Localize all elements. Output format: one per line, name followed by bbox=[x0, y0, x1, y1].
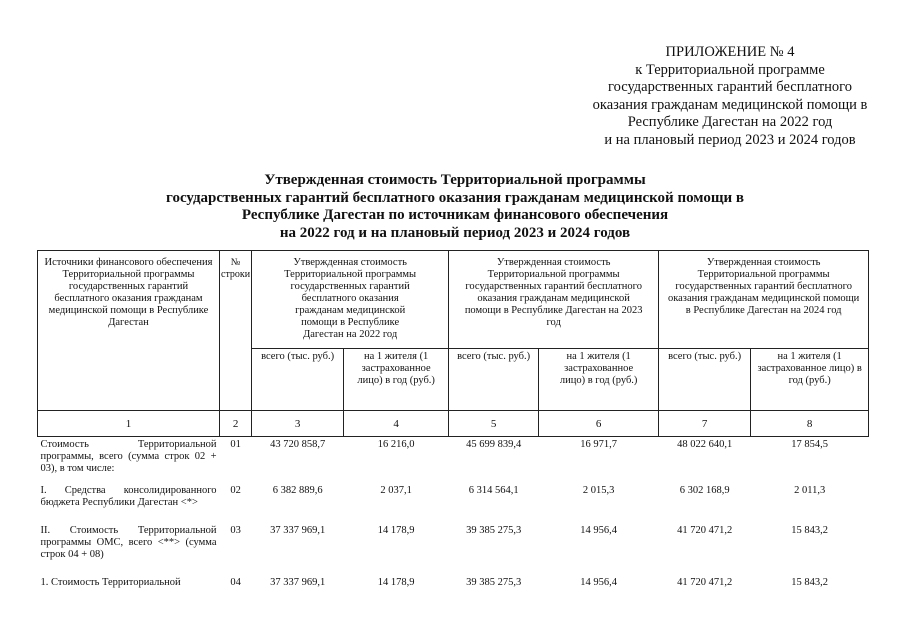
row-code: 01 bbox=[230, 439, 241, 450]
funding-table bbox=[37, 250, 869, 605]
title-line: государственных гарантий бесплатного оказания гражданам медицинской помощи в bbox=[166, 189, 744, 206]
column-number: 7 bbox=[659, 411, 751, 437]
per-capita-2024: 15 843,2 bbox=[791, 576, 829, 588]
document-title bbox=[140, 172, 770, 242]
per-capita-2024: 15 843,2 bbox=[791, 524, 829, 536]
header-per-capita-2023: на 1 жителя (1 застрахованное лицо) в год (руб.) bbox=[539, 349, 659, 411]
header-row-number: № строки bbox=[220, 251, 252, 411]
header-total-2023: всего (тыс. руб.) bbox=[449, 349, 539, 411]
per-capita-2022: 2 037,1 bbox=[380, 484, 412, 496]
total-2022: 43 720 858,7 bbox=[270, 439, 326, 450]
row-code: 03 bbox=[230, 524, 241, 536]
table-row bbox=[38, 575, 869, 605]
row-label: 1. Стоимость Территориальной bbox=[40, 576, 181, 588]
total-2023: 39 385 275,3 bbox=[466, 524, 522, 536]
per-capita-2024: 17 854,5 bbox=[791, 439, 829, 450]
header-2023: Утвержденная стоимость Территориальной программы государственных гарантий бесплатного оказания гражданам медицинской помощи в Республике Дагестан на 2023 год bbox=[449, 251, 659, 349]
total-2022: 37 337 969,1 bbox=[270, 524, 326, 536]
per-capita-2023: 14 956,4 bbox=[580, 524, 618, 536]
column-number: 6 bbox=[539, 411, 659, 437]
column-number: 5 bbox=[449, 411, 539, 437]
per-capita-2024: 2 011,3 bbox=[794, 484, 826, 496]
total-2023: 6 314 564,1 bbox=[468, 484, 519, 496]
row-label: Стоимость Территориальной программы, всего (сумма строк 02 + 03), в том числе: bbox=[40, 439, 217, 474]
appendix-header bbox=[560, 44, 900, 149]
header-total-2022: всего (тыс. руб.) bbox=[252, 349, 344, 411]
appendix-line: оказания гражданам медицинской помощи в bbox=[592, 96, 868, 113]
appendix-line: ПРИЛОЖЕНИЕ № 4 bbox=[665, 44, 795, 60]
appendix-line: и на плановый период 2023 и 2024 годов bbox=[604, 131, 856, 148]
header-row-top bbox=[38, 251, 869, 349]
row-label: I. Средства консолидированного бюджета Республики Дагестан <*> bbox=[40, 484, 217, 508]
header-2022: Утвержденная стоимость Территориальной программы государственных гарантий бесплатного оказания гражданам медицинской помощи в Республике Дагестан на 2022 год bbox=[252, 251, 449, 349]
column-number: 2 bbox=[220, 411, 252, 437]
per-capita-2022: 14 178,9 bbox=[377, 524, 415, 536]
header-per-capita-2022: на 1 жителя (1 застрахованное лицо) в год (руб.) bbox=[344, 349, 449, 411]
total-2024: 41 720 471,2 bbox=[677, 524, 733, 536]
header-2024: Утвержденная стоимость Территориальной программы государственных гарантий бесплатного оказания гражданам медицинской помощи в Республике Дагестан на 2024 год bbox=[659, 251, 869, 349]
column-number: 4 bbox=[344, 411, 449, 437]
table-row bbox=[38, 483, 869, 523]
total-2022: 37 337 969,1 bbox=[270, 576, 326, 588]
row-code: 02 bbox=[230, 484, 241, 496]
total-2023: 45 699 839,4 bbox=[466, 439, 522, 450]
per-capita-2022: 14 178,9 bbox=[377, 576, 415, 588]
header-total-2024: всего (тыс. руб.) bbox=[659, 349, 751, 411]
row-label: II. Стоимость Территориальной программы ОМС, всего <**> (сумма строк 04 + 08) bbox=[40, 524, 217, 560]
total-2024: 6 302 168,9 bbox=[679, 484, 730, 496]
total-2024: 48 022 640,1 bbox=[677, 439, 733, 450]
per-capita-2023: 14 956,4 bbox=[580, 576, 618, 588]
column-number: 8 bbox=[751, 411, 869, 437]
header-sources: Источники финансового обеспечения Территориальной программы государственных гарантий бесплатного оказания гражданам медицинской помощи в Республике Дагестан bbox=[38, 251, 220, 411]
title-line: Утвержденная стоимость Территориальной программы bbox=[264, 172, 646, 188]
appendix-line: к Территориальной программе bbox=[635, 61, 825, 78]
total-2023: 39 385 275,3 bbox=[466, 576, 522, 588]
per-capita-2023: 2 015,3 bbox=[582, 484, 615, 496]
per-capita-2022: 16 216,0 bbox=[377, 439, 415, 450]
column-number: 1 bbox=[38, 411, 220, 437]
row-code: 04 bbox=[230, 576, 241, 588]
title-line: на 2022 год и на плановый период 2023 и 2024 годов bbox=[279, 224, 631, 241]
appendix-line: Республике Дагестан на 2022 год bbox=[627, 114, 833, 130]
table-row bbox=[38, 437, 869, 483]
per-capita-2023: 16 971,7 bbox=[580, 439, 618, 450]
header-per-capita-2024: на 1 жителя (1 застрахованное лицо) в год (руб.) bbox=[751, 349, 869, 411]
table-row bbox=[38, 523, 869, 575]
total-2022: 6 382 889,6 bbox=[272, 484, 323, 496]
title-line: Республике Дагестан по источникам финансового обеспечения bbox=[241, 207, 669, 223]
column-number-row bbox=[38, 411, 869, 437]
column-number: 3 bbox=[252, 411, 344, 437]
total-2024: 41 720 471,2 bbox=[677, 576, 733, 588]
appendix-line: государственных гарантий бесплатного bbox=[608, 79, 852, 95]
